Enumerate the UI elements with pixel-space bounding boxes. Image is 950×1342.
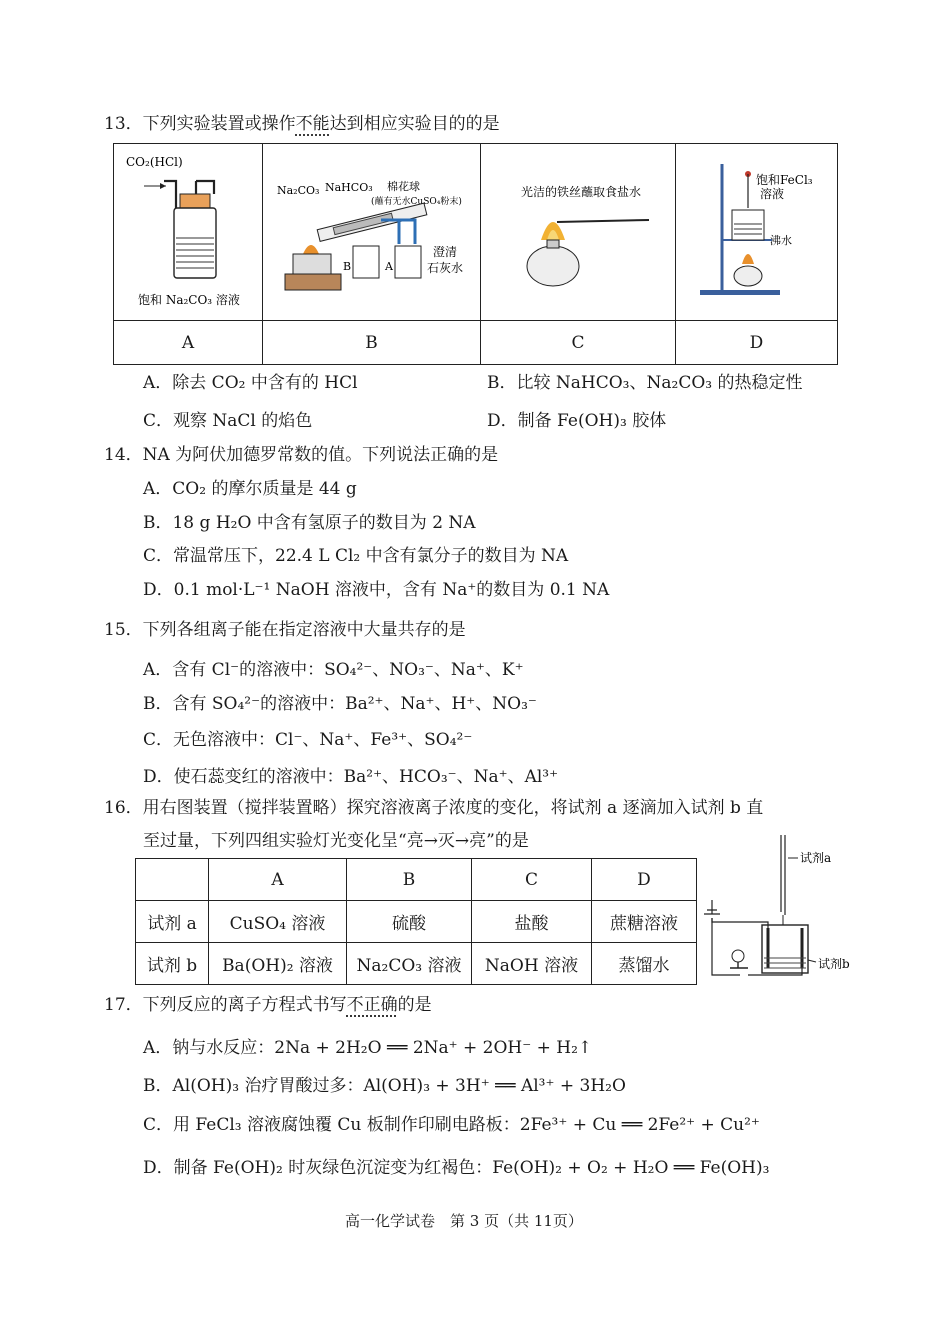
fig-b-label-3: 棉花球: [387, 180, 420, 193]
q16-col-c: C: [472, 859, 592, 901]
table-row: 试剂 a CuSO₄ 溶液 硫酸 盐酸 蔗糖溶液: [136, 901, 697, 943]
q16-table: [135, 858, 697, 985]
fig-d-label-2: 溶液: [760, 187, 785, 201]
q15-option-a: A．含有 Cl⁻的溶液中：SO₄²⁻、NO₃⁻、Na⁺、K⁺: [143, 660, 524, 680]
q13-option-d: D．制备 Fe(OH)₃ 胶体: [487, 411, 667, 431]
q17-option-b: B．Al(OH)₃ 治疗胃酸过多：Al(OH)₃ + 3H⁺ ══ Al³⁺ + 3H₂O: [143, 1076, 626, 1096]
q16-col-a: A: [209, 859, 347, 901]
q16-col-d: D: [592, 859, 697, 901]
q14-option-c: C．常温常压下，22.4 L Cl₂ 中含有氯分子的数目为 NA: [143, 546, 569, 566]
fig-d: [676, 144, 838, 321]
table-row: 试剂 b Ba(OH)₂ 溶液 Na₂CO₃ 溶液 NaOH 溶液 蒸馏水: [136, 943, 697, 985]
fig-a-label-top: CO₂(HCl): [126, 155, 183, 169]
fig-c: [481, 144, 676, 321]
q17-option-c: C．用 FeCl₃ 溶液腐蚀覆 Cu 板制作印刷电路板：2Fe³⁺ + Cu ══ 2Fe²⁺ + Cu²⁺: [143, 1115, 760, 1135]
fig-label-b: B: [263, 321, 481, 365]
q17-option-d: D．制备 Fe(OH)₂ 时灰绿色沉淀变为红褐色：Fe(OH)₂ + O₂ + H₂O ══ Fe(OH)₃: [143, 1158, 770, 1178]
q16-table-header: [136, 859, 697, 901]
q15-option-d: D．使石蕊变红的溶液中：Ba²⁺、HCO₃⁻、Na⁺、Al³⁺: [143, 767, 559, 787]
fig-b: [263, 144, 481, 321]
fig-d-label-1: 饱和FeCl₃: [756, 173, 813, 187]
q13-figure-table: [113, 143, 838, 365]
fig-b-label-5: 澄清: [433, 245, 458, 259]
fig-b-label-4: (蘸有无水CuSO₄粉末): [371, 197, 462, 207]
q17-option-a: A．钠与水反应：2Na + 2H₂O ══ 2Na⁺ + 2OH⁻ + H₂↑: [143, 1038, 593, 1058]
q14-stem: 14．NA 为阿伏加德罗常数的值。下列说法正确的是: [104, 445, 499, 465]
fig-b-label-2: NaHCO₃: [325, 181, 373, 194]
q16-stem-line2: 至过量，下列四组实验灯光变化呈“亮→灭→亮”的是: [143, 831, 529, 851]
fig-c-label: 光洁的铁丝蘸取食盐水: [521, 185, 642, 199]
fig-label-a: A: [114, 321, 263, 365]
fig-d-label-3: 沸水: [770, 234, 792, 247]
q15-option-b: B．含有 SO₄²⁻的溶液中：Ba²⁺、Na⁺、H⁺、NO₃⁻: [143, 694, 537, 714]
q14-option-d: D．0.1 mol·L⁻¹ NaOH 溶液中，含有 Na⁺的数目为 0.1 NA: [143, 580, 610, 600]
page-footer: 高一化学试卷 第 3 页（共 11页）: [345, 1212, 583, 1230]
fig-label-d: D: [676, 321, 838, 365]
q16-conductivity-apparatus: [700, 830, 870, 985]
q16-reagent-b-label: 试剂b: [818, 957, 850, 971]
fig-b-label-1: Na₂CO₃: [277, 184, 320, 197]
fig-b-label-a: A: [385, 260, 393, 273]
q14-option-a: A．CO₂ 的摩尔质量是 44 g: [143, 479, 357, 499]
q17-stem: 17．下列反应的离子方程式书写不正确的是: [104, 995, 432, 1015]
fig-a-label-bottom: 饱和 Na₂CO₃ 溶液: [138, 293, 240, 307]
q14-option-b: B．18 g H₂O 中含有氢原子的数目为 2 NA: [143, 513, 476, 533]
q13-option-c: C．观察 NaCl 的焰色: [143, 411, 313, 431]
q16-col-b: B: [347, 859, 472, 901]
q15-option-c: C．无色溶液中：Cl⁻、Na⁺、Fe³⁺、SO₄²⁻: [143, 730, 473, 750]
q16-reagent-a-label: 试剂a: [800, 851, 832, 865]
fig-label-c: C: [481, 321, 676, 365]
fig-a: [114, 144, 263, 321]
q15-stem: 15．下列各组离子能在指定溶液中大量共存的是: [104, 620, 466, 640]
q13-emphasis: 不能: [295, 114, 330, 134]
q13-option-b: B．比较 NaHCO₃、Na₂CO₃ 的热稳定性: [487, 373, 803, 393]
fig-b-label-b: B: [343, 260, 352, 273]
q13-option-a: A．除去 CO₂ 中含有的 HCl: [143, 373, 358, 393]
q16-stem-line1: 16．用右图装置（搅拌装置略）探究溶液离子浓度的变化，将试剂 a 逐滴加入试剂 b 直: [104, 798, 764, 818]
fig-b-label-6: 石灰水: [427, 261, 464, 275]
q13-stem: 13．下列实验装置或操作不能达到相应实验目的的是: [104, 114, 500, 134]
q17-emphasis: 不正确: [346, 995, 398, 1015]
